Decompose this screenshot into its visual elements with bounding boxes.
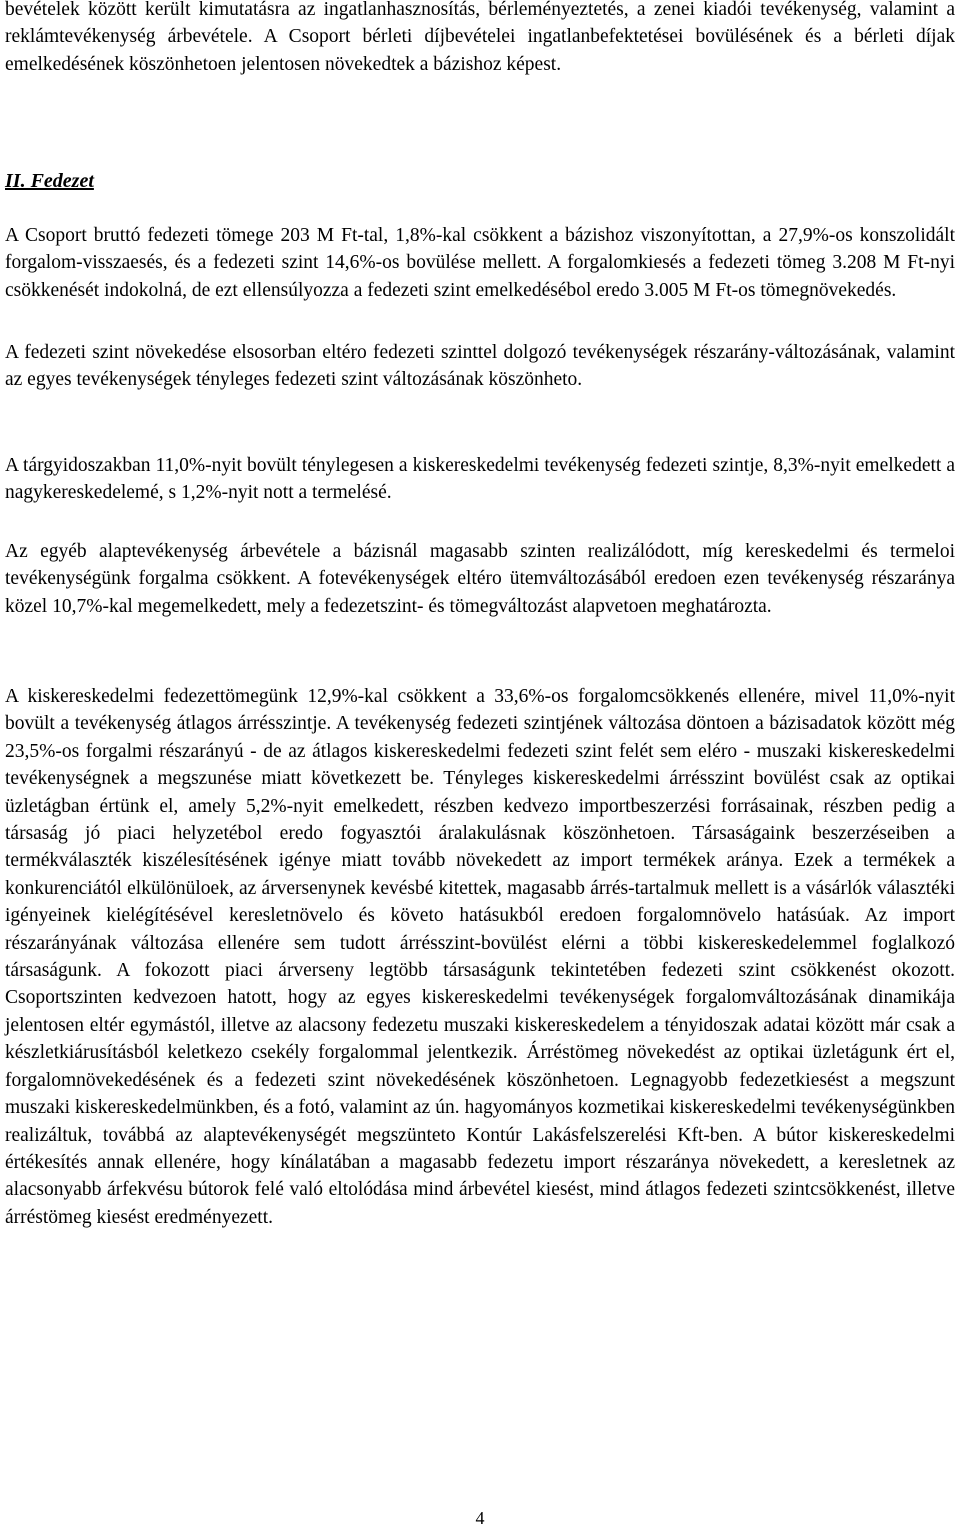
paragraph-margin-level-growth: A fedezeti szint növekedése elsosorban eltéro fedezeti szinttel dolgozó tevékenységek részarány-változásának, valamint az egyes tevékenységek tényleges fedezeti szint változásának köszönheto.	[5, 342, 955, 391]
section-heading: II. Fedezet	[5, 170, 94, 192]
paragraph-gross-margin: A Csoport bruttó fedezeti tömege 203 M Ft-tal, 1,8%-kal csökkent a bázishoz viszonyítottan, a 27,9%-os konszolidált forgalom-visszaesés, és a fedezeti szint 14,6%-os bovülése mellett. A forgalomkiesés a fedezeti tömeg 3.208 M Ft-nyi csökkenését indokolná, de ezt ellensúlyozza a fedezeti szint emelkedésébol eredo 3.005 M Ft-os tömegnövekedés.	[5, 225, 955, 301]
paragraph-retail-margin: A kiskereskedelmi fedezettömegünk 12,9%-kal csökkent a 33,6%-os forgalomcsökkenés ellenére, mivel 11,0%-nyit bovült a tevékenység átlagos árrésszintje. A tevékenység fedezeti szintjének változása döntoen a bázisadatok között még 23,5%-os forgalmi részarányú - de az átlagos kiskereskedelmi fedezeti szint felét sem eléro - muszaki kiskereskedelmi tevékenységnek a megszunése miatt következett be. Tényleges kiskereskedelmi árrésszint bovülést csak az optikai üzletágban értünk el, amely 5,2%-nyit emelkedett, részben kedvezo importbeszerzési forrásainak, részben pedig a társaság jó piaci helyzetébol eredo fogyasztói áralakulásnak köszönhetoen. Társaságaink beszerzéseiben a termékválaszték kiszélesítésének igénye miatt tovább növekedett az import termékek aránya. Ezek a termékek a konkurenciától elkülönüloek, az árversenynek kevésbé kitettek, magasabb árrés-tartalmuk mellett is a vásárlók választéki igényeinek kielégítésével keresletnövelo és követo hatásukból eredoen forgalomnövelo hatásúak. Az import részarányának változása ellenére sem tudott árrésszint-bovülést elérni a többi kiskereskedelemmel foglalkozó társaságunk. A fokozott piaci árverseny legtöbb társaságunk tekintetében fedezeti szint csökkenést okozott. Csoportszinten kedvezoen hatott, hogy az egyes kiskereskedelmi tevékenységek forgalomváltozásának dinamikája jelentosen eltér egymástól, illetve az alacsony fedezetu muszaki kiskereskedelem a tényidoszak adatai között már csak a készletkiárusításból keletkezo csekély forgalommal jelentkezik. Árréstömeg növekedést az optikai üzletágunk ért el, forgalomnövekedésének és a fedezeti szint növekedésének köszönhetoen. Legnagyobb fedezetkiesést a megszunt muszaki kiskereskedelmünkben, és a fotó, valamint az ún. hagyományos kozmetikai kiskereskedelmi tevékenységünkben realizáltuk, továbbá az alaptevékenységét megszünteto Kontúr Lakásfelszerelési Kft-ben. A bútor kiskereskedelmi értékesítés annak ellenére, hogy kínálatában a magasabb fedezetu import részaránya növekedett, a keresletnek az alacsonyabb árfekvésu bútorok felé való eltolódása mind árbevétel kiesést, mind átlagos fedezeti szintcsökkenést, illetve árréstömeg kiesést eredményezett.	[5, 686, 955, 1228]
page-number: 4	[475, 1508, 485, 1528]
paragraph-other-activities: Az egyéb alaptevékenység árbevétele a bázisnál magasabb szinten realizálódott, míg kereskedelmi és termeloi tevékenységünk forgalma csökkent. A fotevékenységek eltéro ütemváltozásából eredoen ezen tevékenység részaránya közel 10,7%-kal megemelkedett, mely a fedezetszint- és tömegváltozást alapvetoen meghatározta.	[5, 541, 955, 617]
paragraph-period-margin-levels: A tárgyidoszakban 11,0%-nyit bovült ténylegesen a kiskereskedelmi tevékenység fedezeti szintje, 8,3%-nyit emelkedett a nagykereskedelemé, s 1,2%-nyit nott a termelésé.	[5, 455, 955, 504]
intro-paragraph: bevételek között került kimutatásra az ingatlanhasznosítás, bérleményeztetés, a zenei kiadói tevékenység, valamint a reklámtevékenység árbevétele. A Csoport bérleti díjbevételei ingatlanbefektetései bovülésének és a bérleti díjak emelkedésének köszönhetoen jelentosen növekedtek a bázishoz képest.	[5, 0, 955, 75]
